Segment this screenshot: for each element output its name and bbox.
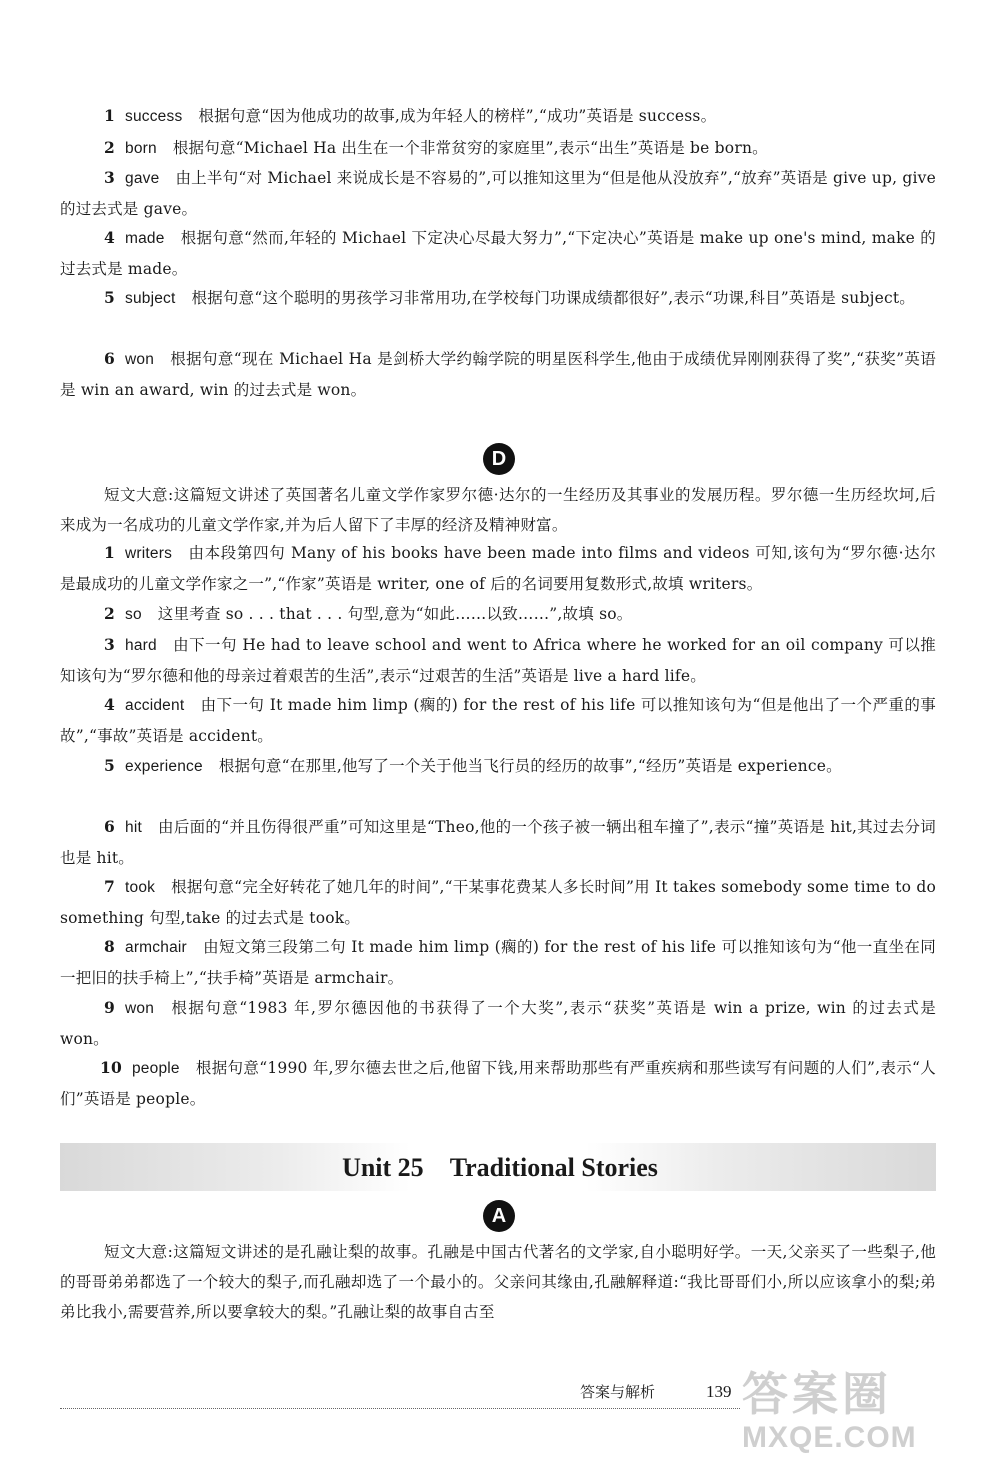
item-number: 8 (104, 937, 115, 956)
item-answer: born (125, 140, 157, 157)
item-explanation: 根据句意“1990 年,罗尔德去世之后,他留下钱,用来帮助那些有严重疾病和那些读写有问题的人们”,表示“人们”英语是 people。 (60, 1059, 936, 1108)
section-d-summary (60, 480, 936, 540)
unit-title (0, 1150, 1000, 1186)
item-number: 5 (104, 756, 115, 775)
list-item (60, 932, 936, 993)
item-explanation: 由下一句 He had to leave school and went to Africa where he worked for an oil company 可以推知该句为“罗尔德和他的母亲过着艰苦的生活”,表示“过艰苦的生活”英语是 live a hard life。 (60, 636, 936, 685)
item-answer: took (125, 879, 156, 896)
list-item (60, 538, 936, 599)
item-number: 1 (104, 543, 115, 562)
item-answer: hard (125, 637, 157, 654)
item-answer: so (125, 606, 142, 623)
summary-text: 这篇短文讲述的是孔融让梨的故事。孔融是中国古代著名的文学家,自小聪明好学。一天,父亲买了一些梨子,他的哥哥弟弟都选了一个较大的梨子,而孔融却选了一个最小的。父亲问其缘由,孔融解释道:“我比哥哥们小,所以应该拿小的梨;弟弟比我小,需要营养,所以要拿较大的梨。”孔融让梨的故事自古至 (60, 1243, 936, 1321)
summary-label: 短文大意: (104, 486, 174, 504)
item-answer: armchair (125, 939, 187, 956)
page-number: 139 (706, 1382, 732, 1401)
item-number: 1 (104, 106, 115, 125)
item-explanation: 根据句意“1983 年,罗尔德因他的书获得了一个大奖”,表示“获奖”英语是 win a prize, win 的过去式是 won。 (60, 999, 936, 1048)
footer-label: 答案与解析 (580, 1383, 656, 1401)
summary-text: 这篇短文讲述了英国著名儿童文学作家罗尔德·达尔的一生经历及其事业的发展历程。罗尔德一生历经坎坷,后来成为一名成功的儿童文学作家,并为后人留下了丰厚的经济及精神财富。 (60, 486, 936, 534)
summary-label: 短文大意: (104, 1243, 173, 1261)
item-explanation: 由下一句 It made him limp (瘸的) for the rest of his life 可以推知该句为“但是他出了一个严重的事故”,“事故”英语是 accident。 (60, 696, 936, 745)
item-number: 2 (104, 138, 115, 157)
item-explanation: 这里考查 so . . . that . . . 句型,意为“如此……以致……”,故填 so。 (157, 605, 633, 623)
item-number: 2 (104, 604, 115, 623)
item-answer: won (125, 351, 155, 368)
list-item (60, 599, 936, 630)
item-explanation: 由短文第三段第二句 It made him limp (瘸的) for the rest of his life 可以推知该句为“他一直坐在同一把旧的扶手椅上”,“扶手椅”英语是 armchair。 (60, 938, 936, 987)
item-answer: subject (125, 290, 176, 307)
item-explanation: 根据句意“在那里,他写了一个关于他当飞行员的经历的故事”,“经历”英语是 experience。 (218, 757, 842, 775)
watermark-logo (742, 1368, 992, 1468)
list-item (60, 812, 936, 873)
item-answer: gave (125, 170, 160, 187)
list-item (60, 993, 936, 1054)
list-item (60, 223, 936, 284)
item-number: 6 (104, 349, 115, 368)
item-answer: people (131, 1060, 180, 1077)
list-item (60, 344, 936, 405)
item-number: 10 (100, 1058, 122, 1077)
item-answer: accident (125, 697, 185, 714)
list-item (60, 101, 936, 132)
item-explanation: 根据句意“Michael Ha 出生在一个非常贫穷的家庭里”,表示“出生”英语是 be born。 (172, 139, 768, 157)
list-item (60, 690, 936, 751)
item-number: 5 (104, 288, 115, 307)
list-item (60, 630, 936, 691)
item-explanation: 根据句意“这个聪明的男孩学习非常用功,在学校每门功课成绩都很好”,表示“功课,科目”英语是 subject。 (191, 289, 915, 307)
watermark-line2: MXQE.COM (742, 1421, 917, 1454)
list-item (60, 751, 936, 782)
list-item (60, 133, 936, 164)
list-item (60, 1053, 936, 1114)
item-number: 9 (104, 998, 115, 1017)
item-explanation: 根据句意“然而,年轻的 Michael 下定决心尽最大努力”,“下定决心”英语是 make up one's mind, make 的过去式是 made。 (60, 229, 936, 278)
item-number: 3 (104, 168, 115, 187)
list-item (60, 283, 936, 314)
unit-name: Traditional Stories (449, 1153, 658, 1182)
item-number: 3 (104, 635, 115, 654)
section-a-summary (60, 1237, 936, 1327)
item-answer: made (125, 230, 165, 247)
footer-divider (60, 1408, 740, 1409)
section-a-badge: A (483, 1200, 515, 1232)
item-answer: experience (125, 758, 203, 775)
list-item (60, 163, 936, 224)
item-answer: won (125, 1000, 155, 1017)
item-number: 6 (104, 817, 115, 836)
item-explanation: 由上半句“对 Michael 来说成长是不容易的”,可以推知这里为“但是他从没放弃”,“放弃”英语是 give up, give 的过去式是 gave。 (60, 169, 936, 218)
item-explanation: 由后面的“并且伤得很严重”可知这里是“Theo,他的一个孩子被一辆出租车撞了”,表示“撞”英语是 hit,其过去分词也是 hit。 (60, 818, 936, 867)
item-answer: writers (125, 545, 173, 562)
item-answer: hit (125, 819, 142, 836)
item-number: 7 (104, 877, 115, 896)
watermark-line1: 答案圈 (742, 1368, 892, 1420)
list-item (60, 872, 936, 933)
unit-number: Unit 25 (342, 1153, 424, 1182)
section-d-badge: D (483, 443, 515, 475)
item-answer: success (125, 108, 183, 125)
item-number: 4 (104, 228, 115, 247)
item-explanation: 由本段第四句 Many of his books have been made into films and videos 可知,该句为“罗尔德·达尔是最成功的儿童文学作家之一”,“作家”英语是 writer, one of 后的名词要用复数形式,故填 writers。 (60, 544, 936, 593)
item-number: 4 (104, 695, 115, 714)
item-explanation: 根据句意“因为他成功的故事,成为年轻人的榜样”,“成功”英语是 success。 (198, 107, 717, 125)
item-explanation: 根据句意“现在 Michael Ha 是剑桥大学约翰学院的明星医科学生,他由于成绩优异刚刚获得了奖”,“获奖”英语是 win an award, win 的过去式是 won。 (60, 350, 936, 399)
item-explanation: 根据句意“完全好转花了她几年的时间”,“干某事花费某人多长时间”用 It takes somebody some time to do something 句型,take 的过去式是 took。 (60, 878, 936, 927)
